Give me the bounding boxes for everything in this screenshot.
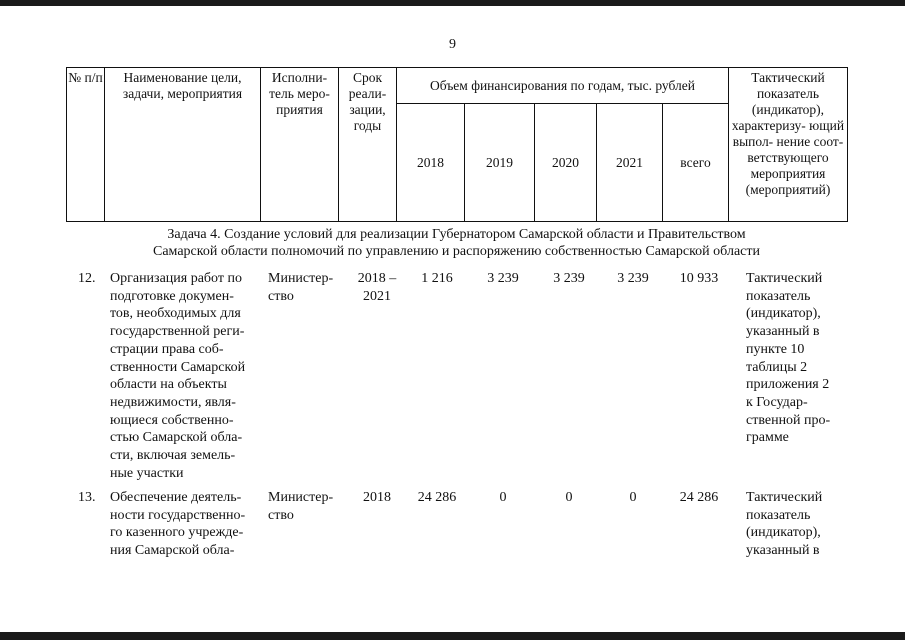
executor: Министер- ство [268,490,334,523]
scan-bottom-border [0,632,905,640]
header-financing: Объем финансирования по годам, тыс. рублей [397,68,729,104]
term: 2018 [363,490,391,505]
amount-2019: 3 239 [487,271,519,286]
header-executor: Исполни- тель меро- приятия [261,68,339,222]
amount-total: 24 286 [679,490,719,505]
header-year-2021: 2021 [597,104,663,222]
measure-name: Организация работ по подготовке докумен- тов, необходимых для государственной реги- страции права соб- ственности Самарской области на объекты недвижимости, явля- ющиеся собственно- стью Самарской обла- сти, включая земель- ные участки [110,271,246,481]
amount-2019: 0 [499,490,507,505]
indicator: Тактический показатель (индикатор), указанный в пункте 10 таблицы 2 приложения 2 к Государ- ственной про- грамме [746,271,831,446]
amount-total: 10 933 [679,271,719,286]
amount-2020: 3 239 [553,271,585,286]
page-number: 9 [449,37,456,52]
amount-2018: 1 216 [421,271,453,286]
task-title-line-2: Самарской области полномочий по управлению и распоряжению собственностью Самарской области [153,244,760,259]
amount-2020: 0 [565,490,573,505]
scan-top-border [0,0,905,6]
header-total: всего [663,104,729,222]
executor: Министер- ство [268,271,334,304]
header-name: Наименование цели, задачи, мероприятия [105,68,261,222]
measure-name: Обеспечение деятель- ности государственно- го казенного учрежде- ния Самарской обла- [110,490,246,559]
row-number: 13. [78,490,96,505]
amount-2021: 3 239 [617,271,649,286]
header-year-2019: 2019 [465,104,535,222]
header-year-2018: 2018 [397,104,465,222]
header-indicator: Тактический показатель (индикатор), характеризу- ющий выпол- нение соот- ветствующего мероприятия (мероприятий) [729,68,848,222]
amount-2021: 0 [629,490,637,505]
header-year-2020: 2020 [535,104,597,222]
term: 2018 – 2021 [357,271,397,304]
row-number: 12. [78,271,96,286]
header-num: № п/п [67,68,105,222]
table-header [66,67,848,222]
task-title [66,226,847,260]
task-title-line-1: Задача 4. Создание условий для реализации Губернатором Самарской области и Правительством [167,227,746,242]
header-term: Срок реали- зации, годы [339,68,397,222]
indicator: Тактический показатель (индикатор), указанный в [746,490,823,559]
amount-2018: 24 286 [417,490,457,505]
